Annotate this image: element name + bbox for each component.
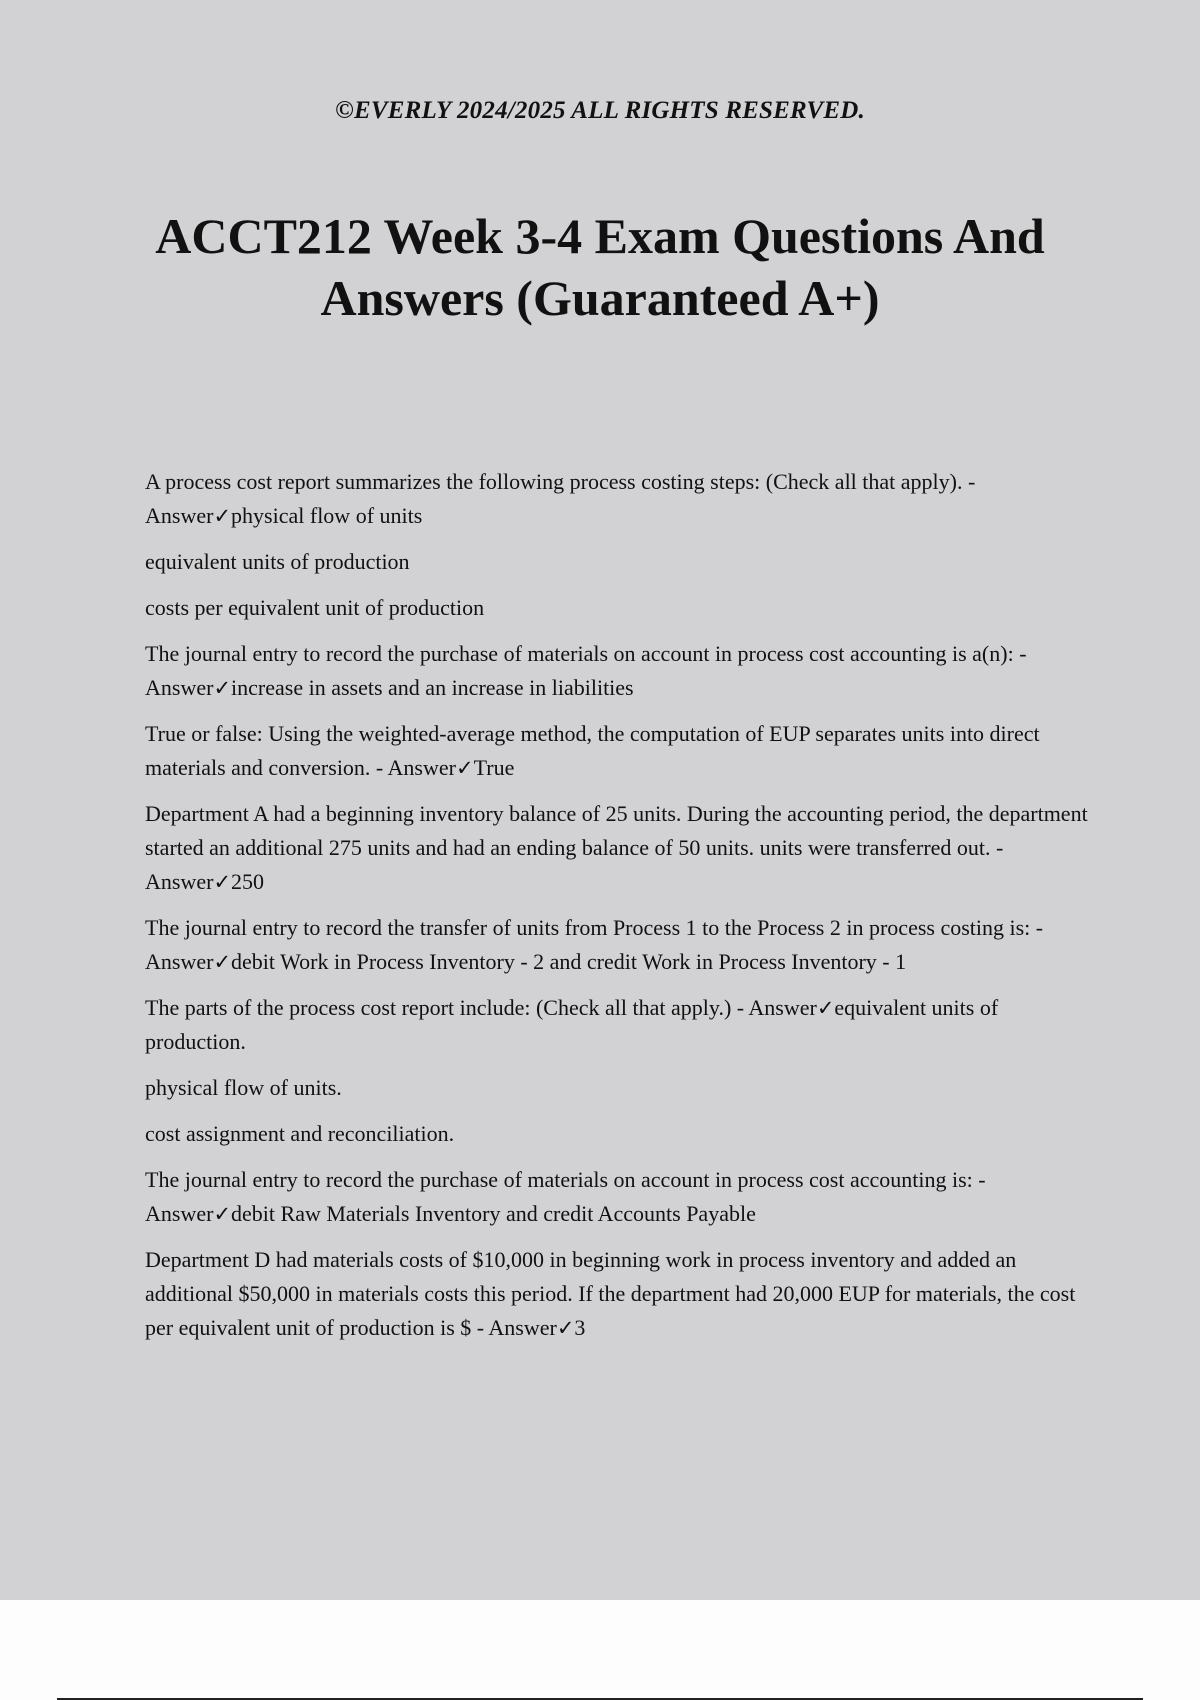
- question-text: The journal entry to record the purchase of materials on account in process cost accounting is a(n): - Answer: [145, 641, 1027, 700]
- check-icon: ✓: [213, 950, 232, 974]
- answer-line: equivalent units of production: [145, 549, 410, 574]
- answer-line: cost assignment and reconciliation.: [145, 1121, 455, 1146]
- copyright-notice: ©EVERLY 2024/2025 ALL RIGHTS RESERVED.: [335, 97, 865, 124]
- answer-text: equivalent units of production.: [145, 995, 999, 1054]
- question-text: The journal entry to record the transfer of units from Process 1 to the Process 2 in process costing is: - Answer: [145, 915, 1044, 974]
- check-icon: ✓: [213, 676, 232, 700]
- question-text: True or false: Using the weighted-average method, the computation of EUP separates units into direct materials and conversion. - Answer: [145, 721, 1040, 780]
- qa-item: [145, 797, 1100, 899]
- check-icon: ✓: [455, 756, 474, 780]
- qa-item: [145, 1243, 1100, 1345]
- qa-item: [145, 911, 1100, 979]
- page-title: ACCT212 Week 3-4 Exam Questions And Answers (Guaranteed A+): [155, 208, 1045, 326]
- qa-item: [145, 991, 1100, 1059]
- check-icon: ✓: [556, 1316, 575, 1340]
- qa-item: [145, 1163, 1100, 1231]
- check-icon: ✓: [213, 504, 232, 528]
- qa-item: [145, 465, 1100, 533]
- answer-line: costs per equivalent unit of production: [145, 595, 485, 620]
- answer-text: debit Raw Materials Inventory and credit Accounts Payable: [231, 1201, 756, 1226]
- check-icon: ✓: [213, 870, 232, 894]
- answer-text: 3: [574, 1315, 586, 1340]
- answer-text: physical flow of units: [231, 503, 423, 528]
- check-icon: ✓: [213, 1202, 232, 1226]
- question-text: Department A had a beginning inventory balance of 25 units. During the accounting period, the department started an additional 275 units and had an ending balance of 50 units. units were transferred out. - Answer: [145, 801, 1088, 894]
- answer-text: 250: [231, 869, 265, 894]
- answer-text: increase in assets and an increase in liabilities: [231, 675, 634, 700]
- check-icon: ✓: [816, 996, 835, 1020]
- qa-item: [145, 717, 1100, 785]
- answer-text: debit Work in Process Inventory - 2 and credit Work in Process Inventory - 1: [231, 949, 907, 974]
- answer-line: physical flow of units.: [145, 1075, 342, 1100]
- question-text: Department D had materials costs of $10,000 in beginning work in process inventory and added an additional $50,000 in materials costs this period. If the department had 20,000 EUP for materials, the cost per equivalent unit of production is $ - Answer: [145, 1247, 1076, 1340]
- qa-list: [145, 465, 1100, 1357]
- question-text: The journal entry to record the purchase of materials on account in process cost accounting is: - Answer: [145, 1167, 986, 1226]
- question-text: The parts of the process cost report include: (Check all that apply.) - Answer: [145, 995, 817, 1020]
- question-text: A process cost report summarizes the following process costing steps: (Check all that apply). - Answer: [145, 469, 976, 528]
- qa-item: [145, 637, 1100, 705]
- answer-text: True: [473, 755, 515, 780]
